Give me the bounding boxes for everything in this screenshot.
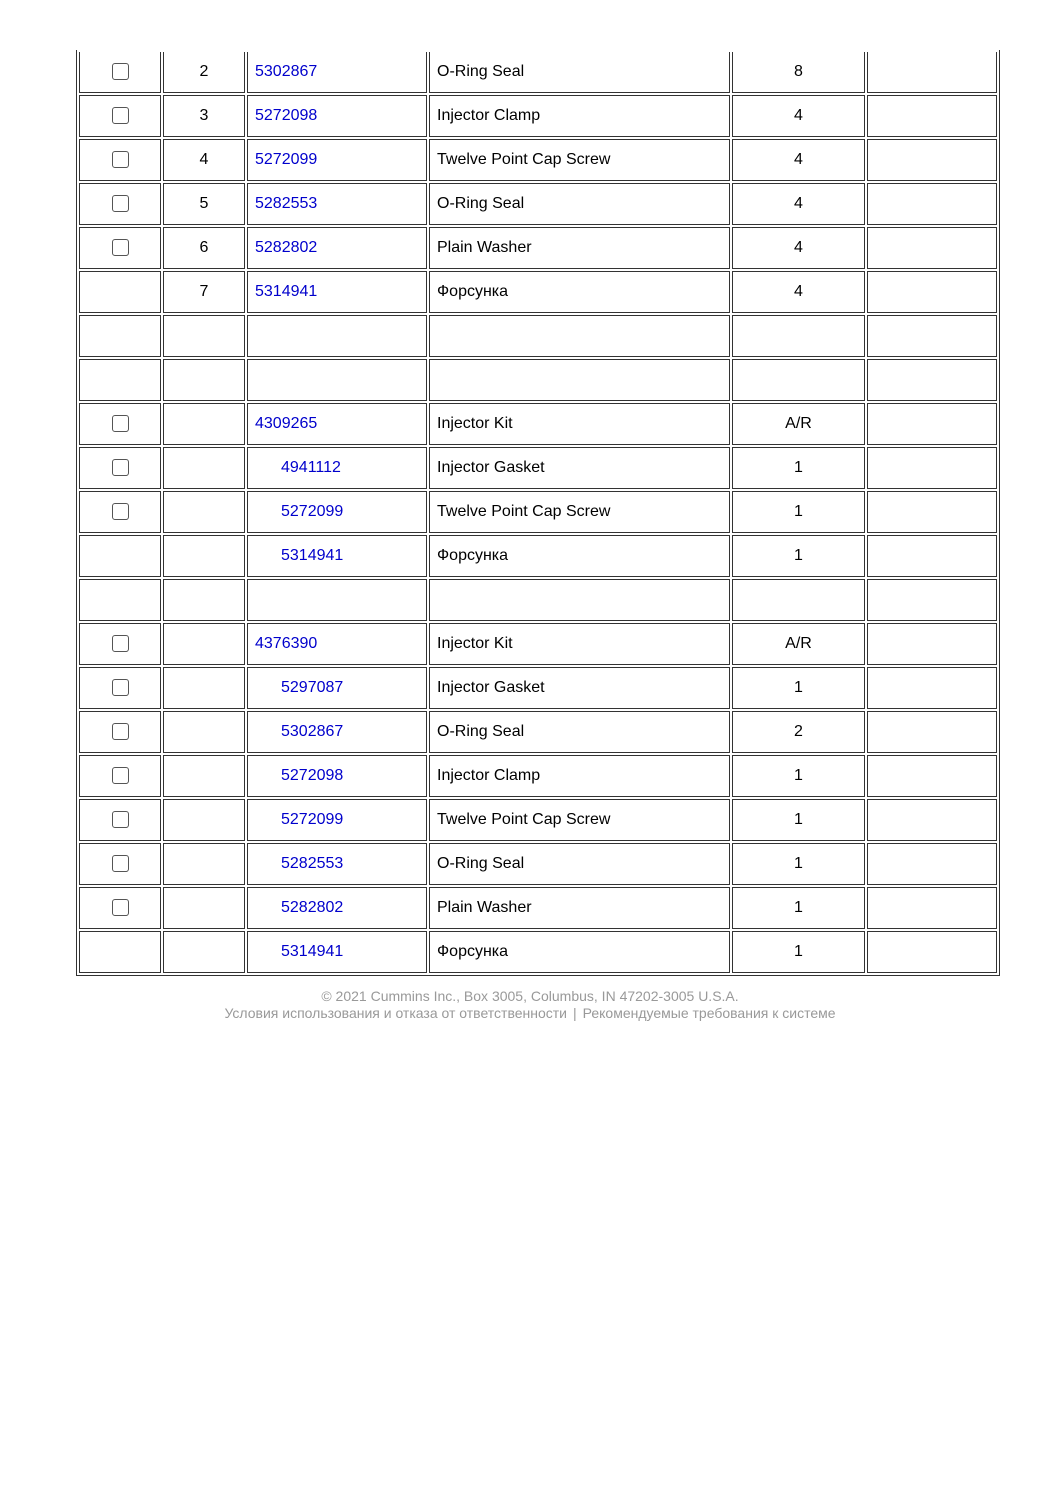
- quantity-cell: [732, 579, 865, 621]
- ref-number-cell: [163, 799, 245, 841]
- quantity-cell: 4: [732, 139, 865, 181]
- quantity-cell: 1: [732, 447, 865, 489]
- part-number-link[interactable]: 5314941: [281, 943, 344, 960]
- part-number-link[interactable]: 5302867: [281, 723, 344, 740]
- table-row: [79, 52, 997, 93]
- table-row: [79, 183, 997, 225]
- notes-cell: [867, 359, 997, 401]
- ref-number-cell: 2: [163, 52, 245, 93]
- part-number-cell: [247, 711, 427, 753]
- notes-cell: [867, 623, 997, 665]
- notes-cell: [867, 755, 997, 797]
- select-cell: [79, 271, 161, 313]
- quantity-cell: 4: [732, 183, 865, 225]
- part-number-link[interactable]: 5314941: [281, 547, 344, 564]
- select-checkbox[interactable]: [112, 679, 129, 696]
- ref-number-cell: 7: [163, 271, 245, 313]
- quantity-cell: 1: [732, 491, 865, 533]
- part-number-cell: [247, 403, 427, 445]
- ref-number-cell: [163, 843, 245, 885]
- select-checkbox[interactable]: [112, 503, 129, 520]
- ref-number-cell: [163, 755, 245, 797]
- copyright-text: © 2021 Cummins Inc., Box 3005, Columbus, IN 47202-3005 U.S.A.: [321, 988, 739, 1004]
- part-number-cell: [247, 887, 427, 929]
- part-number-cell: [247, 755, 427, 797]
- part-description-cell: O-Ring Seal: [429, 711, 730, 753]
- parts-table: [76, 50, 1000, 976]
- table-row: [79, 447, 997, 489]
- table-row: [79, 711, 997, 753]
- footer-separator: |: [573, 1005, 577, 1021]
- part-number-link[interactable]: 5282802: [281, 899, 344, 916]
- part-description-cell: O-Ring Seal: [429, 183, 730, 225]
- notes-cell: [867, 447, 997, 489]
- select-cell: [79, 579, 161, 621]
- select-checkbox[interactable]: [112, 635, 129, 652]
- part-number-cell: [247, 535, 427, 577]
- part-description-cell: Форсунка: [429, 271, 730, 313]
- select-checkbox[interactable]: [112, 855, 129, 872]
- part-description-cell: O-Ring Seal: [429, 52, 730, 93]
- ref-number-cell: [163, 931, 245, 973]
- part-description-cell: Injector Clamp: [429, 755, 730, 797]
- table-row: [79, 535, 997, 577]
- quantity-cell: 1: [732, 799, 865, 841]
- select-checkbox[interactable]: [112, 459, 129, 476]
- notes-cell: [867, 52, 997, 93]
- select-checkbox[interactable]: [112, 239, 129, 256]
- part-description-cell: [429, 359, 730, 401]
- part-description-cell: Plain Washer: [429, 227, 730, 269]
- part-description-cell: Injector Gasket: [429, 447, 730, 489]
- part-description-cell: Injector Kit: [429, 403, 730, 445]
- notes-cell: [867, 403, 997, 445]
- select-cell: [79, 711, 161, 753]
- ref-number-cell: [163, 535, 245, 577]
- part-number-cell: [247, 95, 427, 137]
- ref-number-cell: [163, 359, 245, 401]
- select-checkbox[interactable]: [112, 107, 129, 124]
- select-cell: [79, 447, 161, 489]
- quantity-cell: 4: [732, 95, 865, 137]
- select-cell: [79, 843, 161, 885]
- quantity-cell: 8: [732, 52, 865, 93]
- table-row: [79, 931, 997, 973]
- part-description-cell: Twelve Point Cap Screw: [429, 799, 730, 841]
- part-number-link[interactable]: 5272098: [281, 767, 344, 784]
- part-number-link[interactable]: 5302867: [255, 63, 318, 80]
- notes-cell: [867, 887, 997, 929]
- ref-number-cell: 6: [163, 227, 245, 269]
- part-number-cell: [247, 623, 427, 665]
- select-checkbox[interactable]: [112, 151, 129, 168]
- part-number-link[interactable]: 4309265: [255, 415, 318, 432]
- select-checkbox[interactable]: [112, 723, 129, 740]
- select-cell: [79, 667, 161, 709]
- select-checkbox[interactable]: [112, 415, 129, 432]
- notes-cell: [867, 491, 997, 533]
- notes-cell: [867, 139, 997, 181]
- notes-cell: [867, 535, 997, 577]
- table-row: [79, 623, 997, 665]
- part-number-cell: [247, 271, 427, 313]
- quantity-cell: A/R: [732, 403, 865, 445]
- part-description-cell: Twelve Point Cap Screw: [429, 139, 730, 181]
- notes-cell: [867, 931, 997, 973]
- ref-number-cell: [163, 447, 245, 489]
- part-number-cell: [247, 183, 427, 225]
- select-cell: [79, 755, 161, 797]
- notes-cell: [867, 667, 997, 709]
- quantity-cell: 1: [732, 843, 865, 885]
- page-footer: [0, 988, 1060, 1022]
- quantity-cell: 4: [732, 227, 865, 269]
- ref-number-cell: [163, 579, 245, 621]
- notes-cell: [867, 227, 997, 269]
- part-number-link[interactable]: 4941112: [281, 459, 341, 476]
- table-row: [79, 843, 997, 885]
- part-number-link[interactable]: 5282553: [281, 855, 344, 872]
- table-row: [79, 755, 997, 797]
- table-row: [79, 403, 997, 445]
- table-row: [79, 799, 997, 841]
- quantity-cell: 1: [732, 887, 865, 929]
- notes-cell: [867, 95, 997, 137]
- part-number-link[interactable]: 5282802: [255, 239, 318, 256]
- part-description-cell: Форсунка: [429, 535, 730, 577]
- select-cell: [79, 95, 161, 137]
- part-number-link[interactable]: 5297087: [281, 679, 344, 696]
- part-description-cell: Injector Gasket: [429, 667, 730, 709]
- ref-number-cell: [163, 315, 245, 357]
- notes-cell: [867, 579, 997, 621]
- select-cell: [79, 623, 161, 665]
- select-checkbox[interactable]: [112, 899, 129, 916]
- footer-links: [0, 1005, 1060, 1022]
- part-number-link[interactable]: 5314941: [255, 283, 318, 300]
- part-number-cell: [247, 843, 427, 885]
- ref-number-cell: [163, 491, 245, 533]
- select-cell: [79, 799, 161, 841]
- part-number-cell: [247, 315, 427, 357]
- table-row: [79, 315, 997, 357]
- ref-number-cell: 4: [163, 139, 245, 181]
- part-number-cell: [247, 52, 427, 93]
- table-row: [79, 579, 997, 621]
- part-number-cell: [247, 667, 427, 709]
- select-cell: [79, 359, 161, 401]
- select-cell: [79, 491, 161, 533]
- system-requirements-link[interactable]: Рекомендуемые требования к системе: [582, 1005, 836, 1021]
- table-row: [79, 359, 997, 401]
- part-description-cell: [429, 579, 730, 621]
- part-number-cell: [247, 359, 427, 401]
- quantity-cell: 1: [732, 931, 865, 973]
- part-number-link[interactable]: 5272099: [281, 503, 344, 520]
- parts-table-body: [79, 52, 997, 973]
- part-number-cell: [247, 447, 427, 489]
- notes-cell: [867, 271, 997, 313]
- part-description-cell: [429, 315, 730, 357]
- select-cell: [79, 183, 161, 225]
- ref-number-cell: [163, 403, 245, 445]
- part-number-link[interactable]: 5272099: [255, 151, 318, 168]
- table-row: [79, 139, 997, 181]
- part-description-cell: Twelve Point Cap Screw: [429, 491, 730, 533]
- ref-number-cell: [163, 623, 245, 665]
- part-number-cell: [247, 799, 427, 841]
- select-cell: [79, 227, 161, 269]
- part-number-link[interactable]: 5272099: [281, 811, 344, 828]
- part-number-cell: [247, 139, 427, 181]
- table-row: [79, 887, 997, 929]
- part-number-cell: [247, 227, 427, 269]
- part-number-cell: [247, 579, 427, 621]
- notes-cell: [867, 799, 997, 841]
- table-row: [79, 95, 997, 137]
- part-number-cell: [247, 491, 427, 533]
- quantity-cell: 1: [732, 755, 865, 797]
- table-row: [79, 491, 997, 533]
- ref-number-cell: [163, 711, 245, 753]
- select-cell: [79, 52, 161, 93]
- ref-number-cell: [163, 667, 245, 709]
- table-row: [79, 227, 997, 269]
- quantity-cell: 1: [732, 535, 865, 577]
- select-cell: [79, 887, 161, 929]
- notes-cell: [867, 183, 997, 225]
- part-description-cell: Plain Washer: [429, 887, 730, 929]
- select-cell: [79, 535, 161, 577]
- quantity-cell: 4: [732, 271, 865, 313]
- select-checkbox[interactable]: [112, 195, 129, 212]
- ref-number-cell: 5: [163, 183, 245, 225]
- part-number-cell: [247, 931, 427, 973]
- select-checkbox[interactable]: [112, 811, 129, 828]
- table-row: [79, 271, 997, 313]
- ref-number-cell: 3: [163, 95, 245, 137]
- quantity-cell: 1: [732, 667, 865, 709]
- part-description-cell: O-Ring Seal: [429, 843, 730, 885]
- quantity-cell: 2: [732, 711, 865, 753]
- part-description-cell: Форсунка: [429, 931, 730, 973]
- select-checkbox[interactable]: [112, 63, 129, 80]
- part-number-link[interactable]: 5272098: [255, 107, 318, 124]
- select-cell: [79, 403, 161, 445]
- terms-link[interactable]: Условия использования и отказа от ответственности: [224, 1005, 567, 1021]
- part-description-cell: Injector Kit: [429, 623, 730, 665]
- select-cell: [79, 931, 161, 973]
- part-number-link[interactable]: 5282553: [255, 195, 318, 212]
- ref-number-cell: [163, 887, 245, 929]
- select-cell: [79, 139, 161, 181]
- part-number-link[interactable]: 4376390: [255, 635, 318, 652]
- quantity-cell: [732, 359, 865, 401]
- select-checkbox[interactable]: [112, 767, 129, 784]
- table-row: [79, 667, 997, 709]
- part-description-cell: Injector Clamp: [429, 95, 730, 137]
- quantity-cell: A/R: [732, 623, 865, 665]
- notes-cell: [867, 315, 997, 357]
- quantity-cell: [732, 315, 865, 357]
- select-cell: [79, 315, 161, 357]
- notes-cell: [867, 843, 997, 885]
- notes-cell: [867, 711, 997, 753]
